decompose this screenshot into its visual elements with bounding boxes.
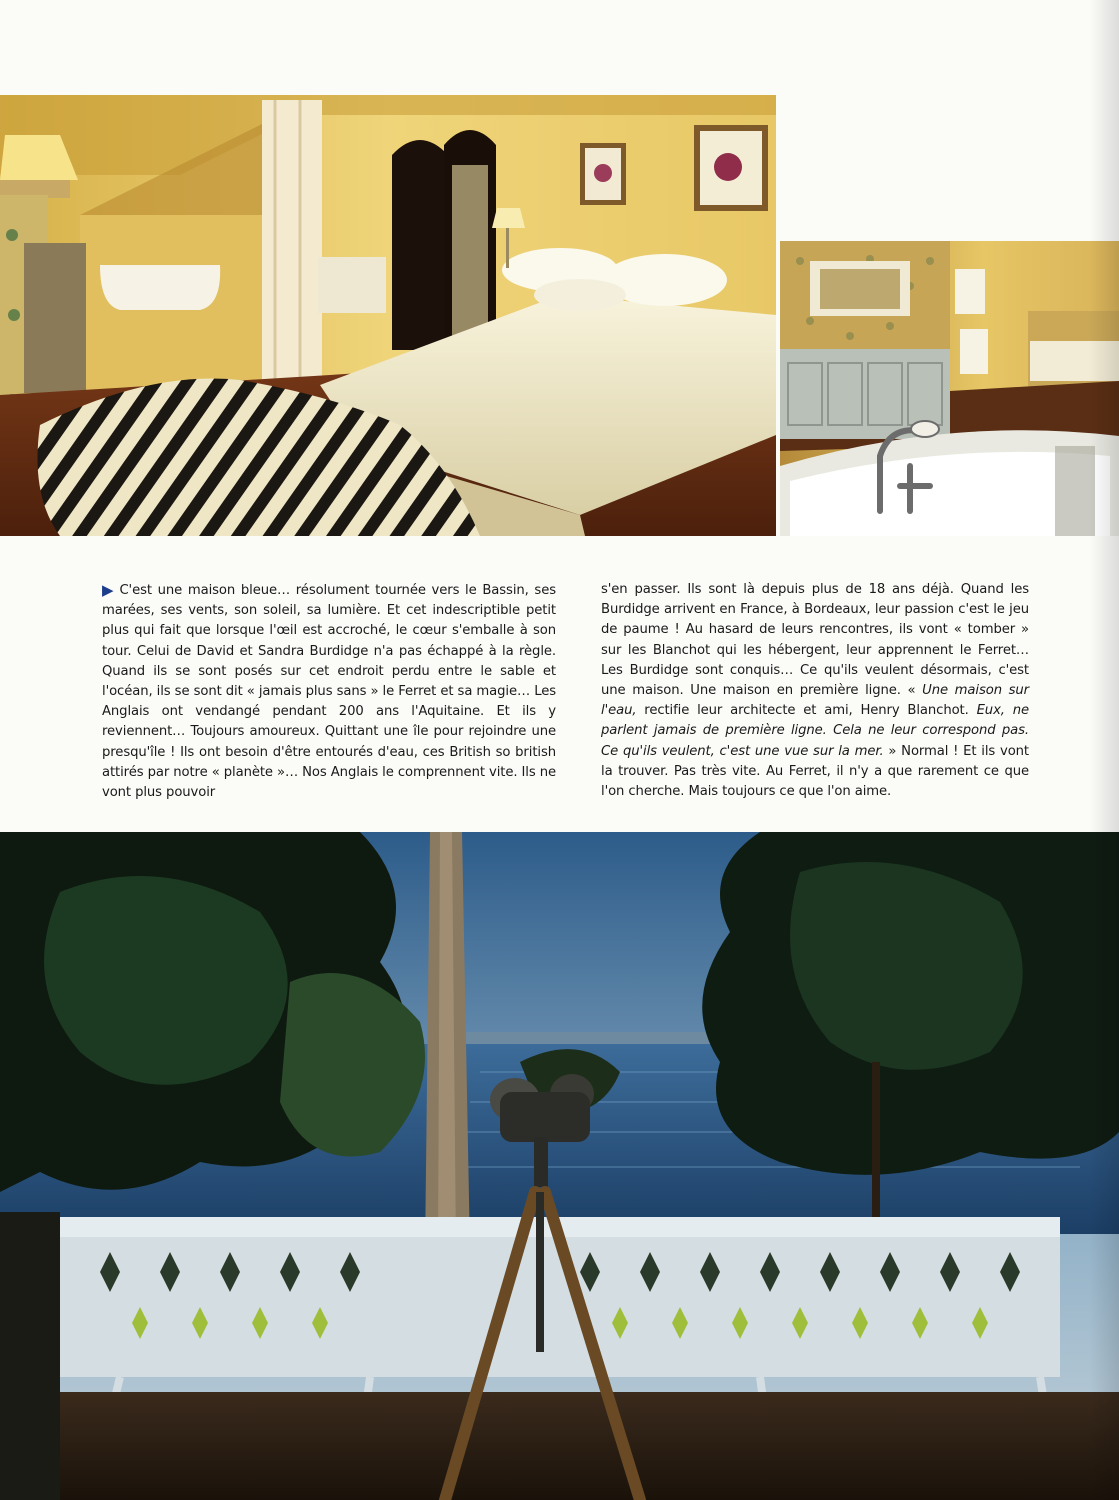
article-paragraph xyxy=(102,580,556,803)
terrace-bay-view-photo xyxy=(0,832,1119,1500)
article-text: rectifie leur architecte et ami, Henry Blanchot. xyxy=(636,703,977,719)
article-text: C'est une maison bleue… résolument tournée vers le Bassin, ses marées, ses vents, son soleil, sa lumière. Et cet indescriptible petit plus qui fait que lorsque l'œil est accroché, le cœur s'emballe à son tour. Celui de David et Sandra Burdidge n'a pas échappé à la règle. Quand ils se sont posés sur cet endroit perdu entre le sable et l'océan, ils se sont dit « jamais plus sans » le Ferret et sa magie… Les Anglais ont vendangé pendant 200 ans l'Aquitaine. Et ils y reviennent… Toujours amoureux. Quittant une île pour rejoindre une presqu'île ! Ils ont besoin d'être entourés d'eau, ces British so british attirés par notre « planète »… Nos Anglais le comprennent vite. Ils ne vont plus pouvoir xyxy=(102,583,557,801)
bathroom-photo xyxy=(780,241,1119,536)
article-column-right xyxy=(601,580,1029,802)
bedroom-photo xyxy=(0,95,776,536)
triangle-right-arrow-icon: ▶ xyxy=(102,581,114,599)
article-column-left xyxy=(102,580,556,803)
article-text: s'en passer. Ils sont là depuis plus de 18 ans déjà. Quand les Burdidge arrivent en France, à Bordeaux, leur passion c'est le jeu de paume ! Au hasard de leurs rencontres, ils vont « tomber » sur les Blanchot qui les hébergent, leur apprennent le Ferret… Les Burdidge sont conquis… Ce qu'ils veulent désormais, c'est une maison. Une maison en première ligne. « xyxy=(601,582,1029,699)
quote-text: Eux, ne parlent jamais de première ligne. Cela ne leur correspond pas. Ce qu'ils veulent, c'est une vue sur la mer. xyxy=(601,703,1029,759)
article-text: » Normal ! Et ils vont la trouver. Pas très vite. Au Ferret, il n'y a que rarement ce que l'on cherche. Mais toujours ce que l'on aime. xyxy=(601,743,1029,800)
article-paragraph xyxy=(601,580,1029,802)
quote-text: Une maison sur l'eau, xyxy=(601,683,1029,719)
